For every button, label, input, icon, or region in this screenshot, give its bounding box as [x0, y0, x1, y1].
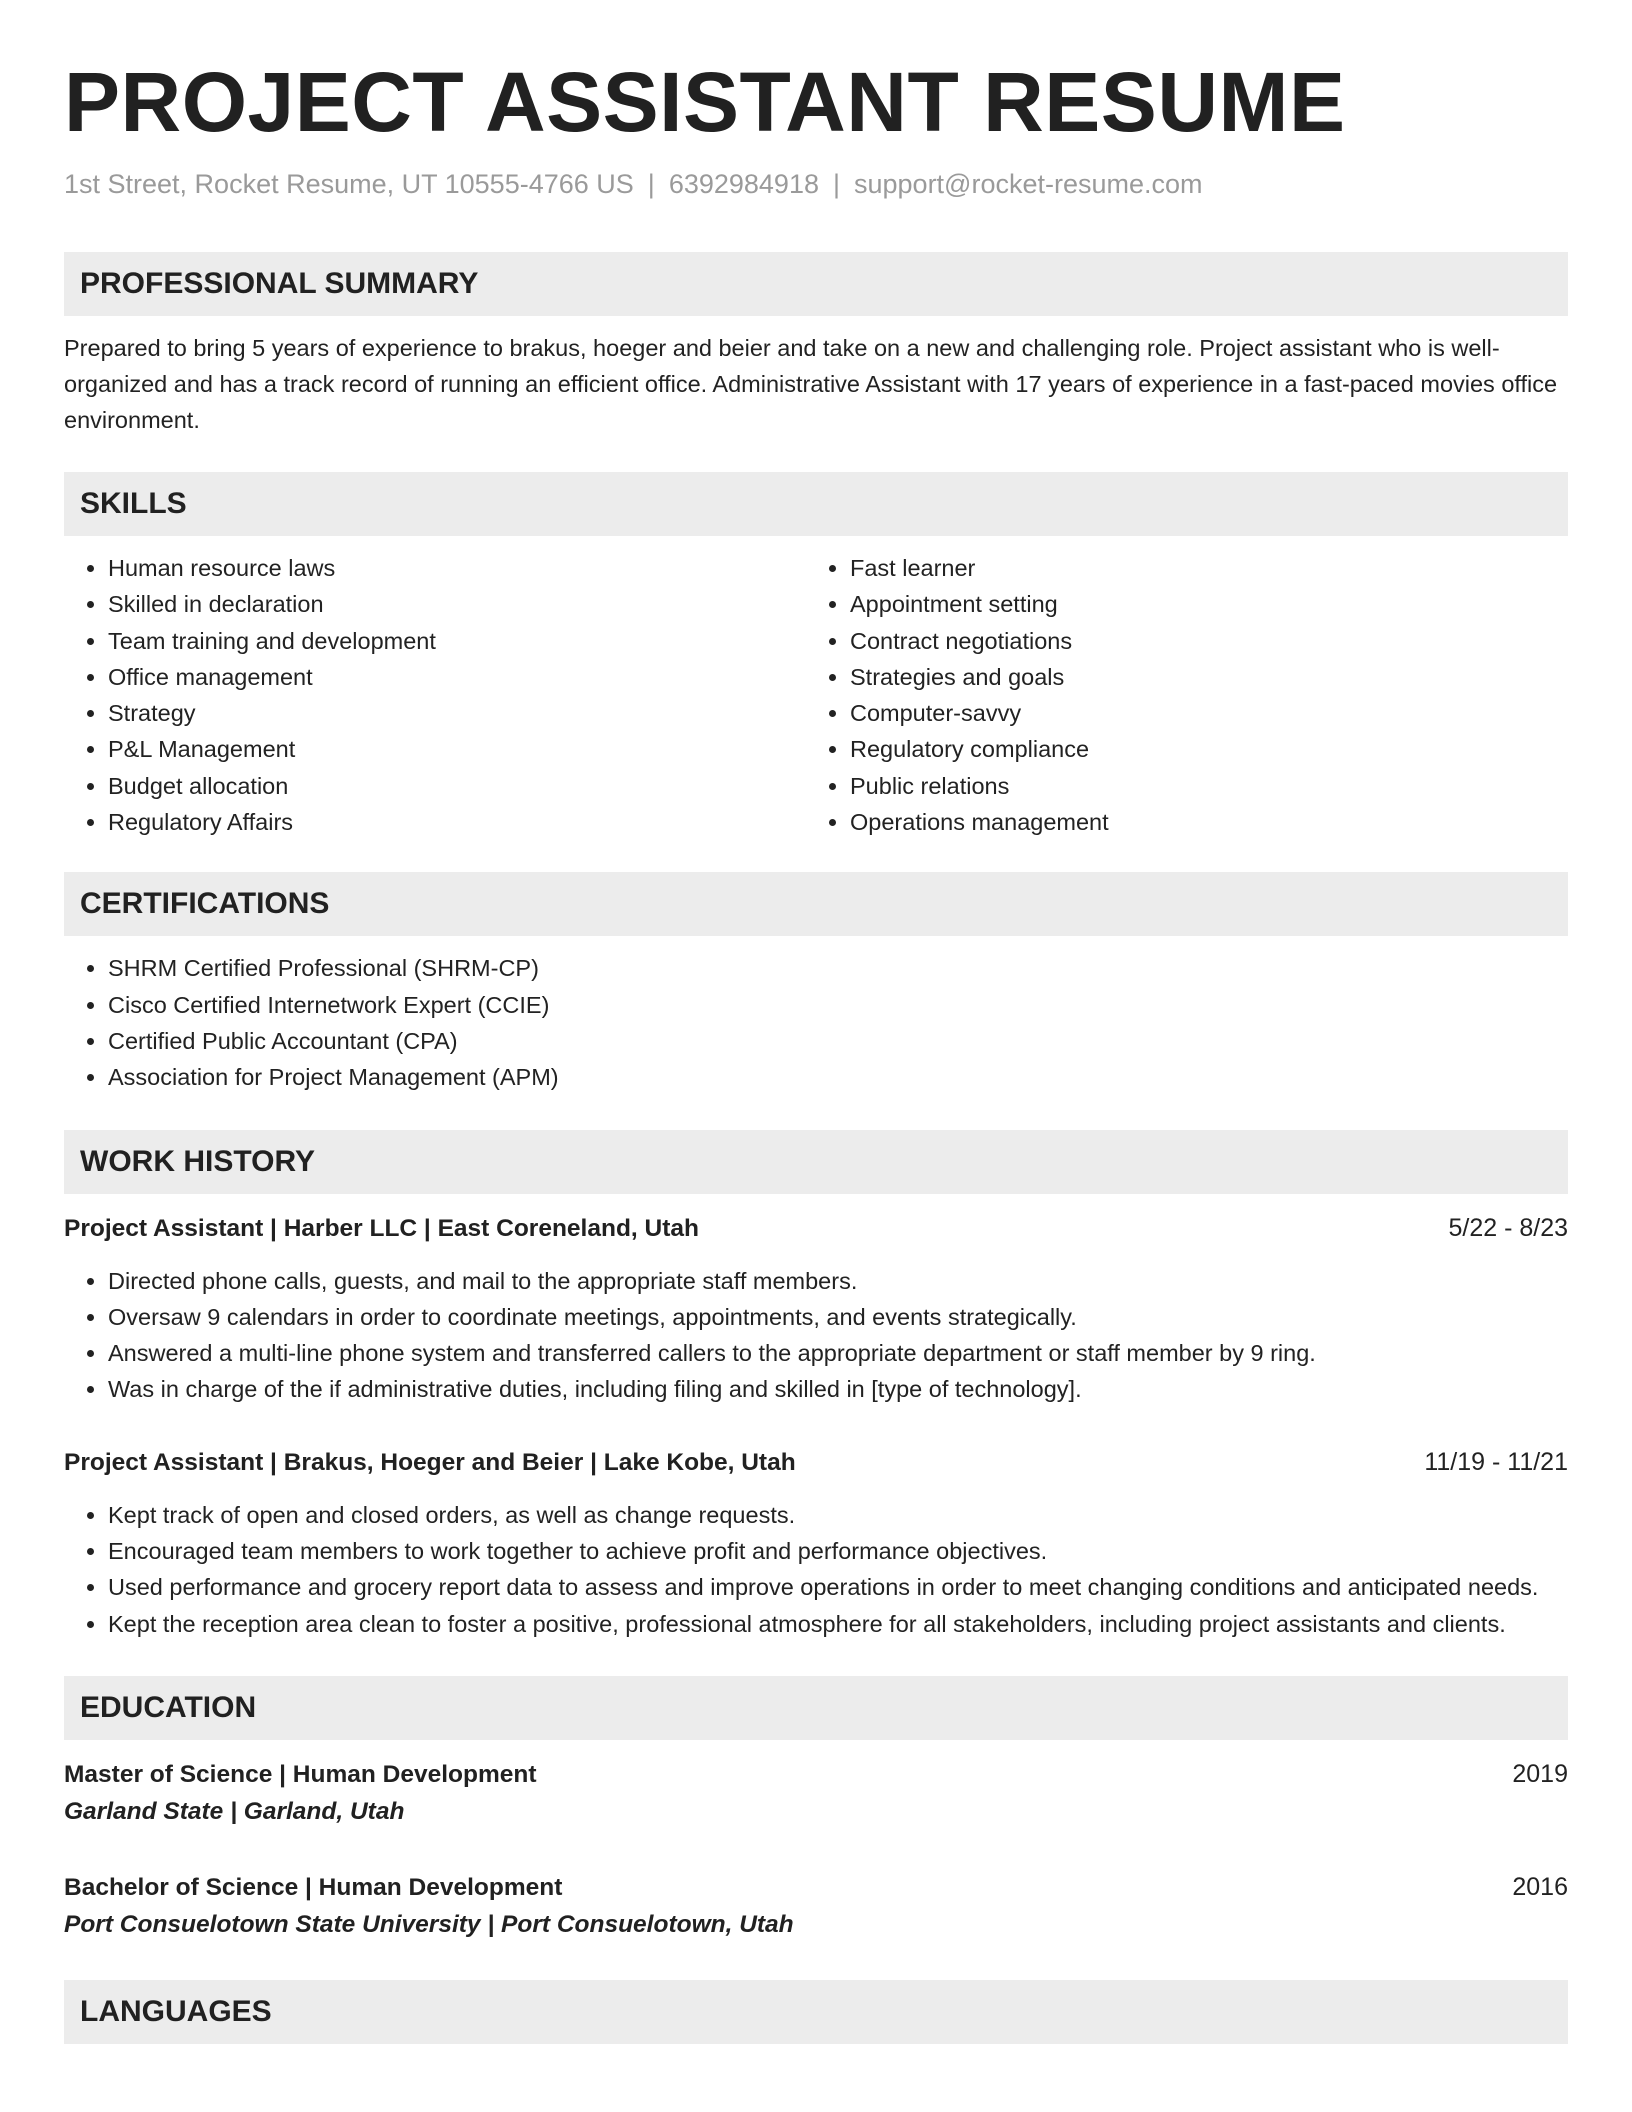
- job-bullet: • Directed phone calls, guests, and mail to the appropriate staff members.: [108, 1263, 1568, 1299]
- job-header: [64, 1444, 1568, 1481]
- skill-item: • Contract negotiations: [850, 623, 1548, 659]
- skill-item: • Team training and development: [108, 623, 806, 659]
- education-school: Garland State | Garland, Utah: [64, 1797, 405, 1825]
- skill-item: • Appointment setting: [850, 586, 1548, 622]
- certification-item: • Certified Public Accountant (CPA): [108, 1023, 1568, 1059]
- skill-item: • Computer-savvy: [850, 695, 1548, 731]
- resume-page: [64, 52, 1568, 2044]
- job-bullet: • Answered a multi-line phone system and transferred callers to the appropriate department or staff member by 9 ring.: [108, 1335, 1568, 1371]
- resume-title: PROJECT ASSISTANT RESUME: [64, 55, 1346, 149]
- work-history-section: [64, 1130, 1568, 1642]
- job-dates: 5/22 - 8/23: [1448, 1213, 1568, 1242]
- job-bullet: • Was in charge of the if administrative duties, including filing and skilled in [type of technology].: [108, 1371, 1568, 1407]
- job-bullet: • Encouraged team members to work together to achieve profit and performance objectives.: [108, 1533, 1568, 1569]
- skills-heading: SKILLS: [64, 472, 1568, 536]
- skill-item: • Regulatory compliance: [850, 731, 1548, 767]
- contact-email: support@rocket-resume.com: [854, 169, 1203, 199]
- job-entry: [64, 1210, 1568, 1408]
- certifications-section: [64, 872, 1568, 1095]
- summary-heading: PROFESSIONAL SUMMARY: [64, 252, 1568, 316]
- job-bullets: [64, 1497, 1568, 1642]
- job-bullets: [64, 1263, 1568, 1408]
- skill-item: • Operations management: [850, 804, 1548, 840]
- education-year: 2019: [1512, 1759, 1568, 1788]
- skills-column-left: [64, 536, 806, 840]
- education-entry: [64, 1756, 1568, 1831]
- education-degree: Bachelor of Science | Human Development: [64, 1873, 563, 1901]
- education-entry: [64, 1869, 1568, 1944]
- skills-list-right: [806, 550, 1548, 840]
- job-title: Project Assistant | Harber LLC | East Coreneland, Utah: [64, 1214, 699, 1242]
- contact-line: [64, 166, 1568, 202]
- certification-item: • Association for Project Management (APM): [108, 1059, 1568, 1095]
- summary-text: Prepared to bring 5 years of experience to brakus, hoeger and beier and take on a new and challenging role. Project assistant who is well-organized and has a track record of running an efficient office. Administrative Assistant with 17 years of experience in a fast-paced movies office environment.: [64, 335, 1558, 433]
- contact-phone: 6392984918: [668, 169, 819, 199]
- skills-column-right: [806, 536, 1548, 840]
- languages-section: [64, 1980, 1568, 2044]
- certifications-heading: CERTIFICATIONS: [64, 872, 1568, 936]
- certifications-list: [64, 950, 1568, 1095]
- education-header: [64, 1756, 1568, 1793]
- work-history-heading: WORK HISTORY: [64, 1130, 1568, 1194]
- job-dates: 11/19 - 11/21: [1424, 1447, 1568, 1476]
- job-bullet: • Kept track of open and closed orders, as well as change requests.: [108, 1497, 1568, 1533]
- skills-section: [64, 472, 1568, 840]
- skill-item: • Fast learner: [850, 550, 1548, 586]
- skills-list-left: [64, 550, 806, 840]
- skill-item: • Regulatory Affairs: [108, 804, 806, 840]
- education-heading: EDUCATION: [64, 1676, 1568, 1740]
- skill-item: • Skilled in declaration: [108, 586, 806, 622]
- skill-item: • Budget allocation: [108, 768, 806, 804]
- skill-item: • Strategies and goals: [850, 659, 1548, 695]
- contact-address: 1st Street, Rocket Resume, UT 10555-4766 US: [64, 169, 634, 199]
- education-school: Port Consuelotown State University | Port Consuelotown, Utah: [64, 1910, 794, 1938]
- skill-item: • P&L Management: [108, 731, 806, 767]
- job-title: Project Assistant | Brakus, Hoeger and Beier | Lake Kobe, Utah: [64, 1448, 796, 1476]
- certification-item: • SHRM Certified Professional (SHRM-CP): [108, 950, 1568, 986]
- education-section: [64, 1676, 1568, 1944]
- skill-item: • Public relations: [850, 768, 1548, 804]
- job-entry: [64, 1444, 1568, 1642]
- education-degree: Master of Science | Human Development: [64, 1760, 537, 1788]
- contact-separator: |: [832, 169, 840, 199]
- job-bullet: • Kept the reception area clean to foster a positive, professional atmosphere for all stakeholders, including project assistants and clients.: [108, 1606, 1568, 1642]
- contact-separator: |: [647, 169, 655, 199]
- skill-item: • Human resource laws: [108, 550, 806, 586]
- education-header: [64, 1869, 1568, 1906]
- job-header: [64, 1210, 1568, 1247]
- skill-item: • Strategy: [108, 695, 806, 731]
- skill-item: • Office management: [108, 659, 806, 695]
- certification-item: • Cisco Certified Internetwork Expert (CCIE): [108, 987, 1568, 1023]
- skills-grid: [64, 536, 1568, 840]
- education-year: 2016: [1512, 1872, 1568, 1901]
- job-bullet: • Used performance and grocery report data to assess and improve operations in order to meet changing conditions and anticipated needs.: [108, 1569, 1568, 1605]
- summary-section: [64, 252, 1568, 438]
- job-bullet: • Oversaw 9 calendars in order to coordinate meetings, appointments, and events strategically.: [108, 1299, 1568, 1335]
- languages-heading: LANGUAGES: [64, 1980, 1568, 2044]
